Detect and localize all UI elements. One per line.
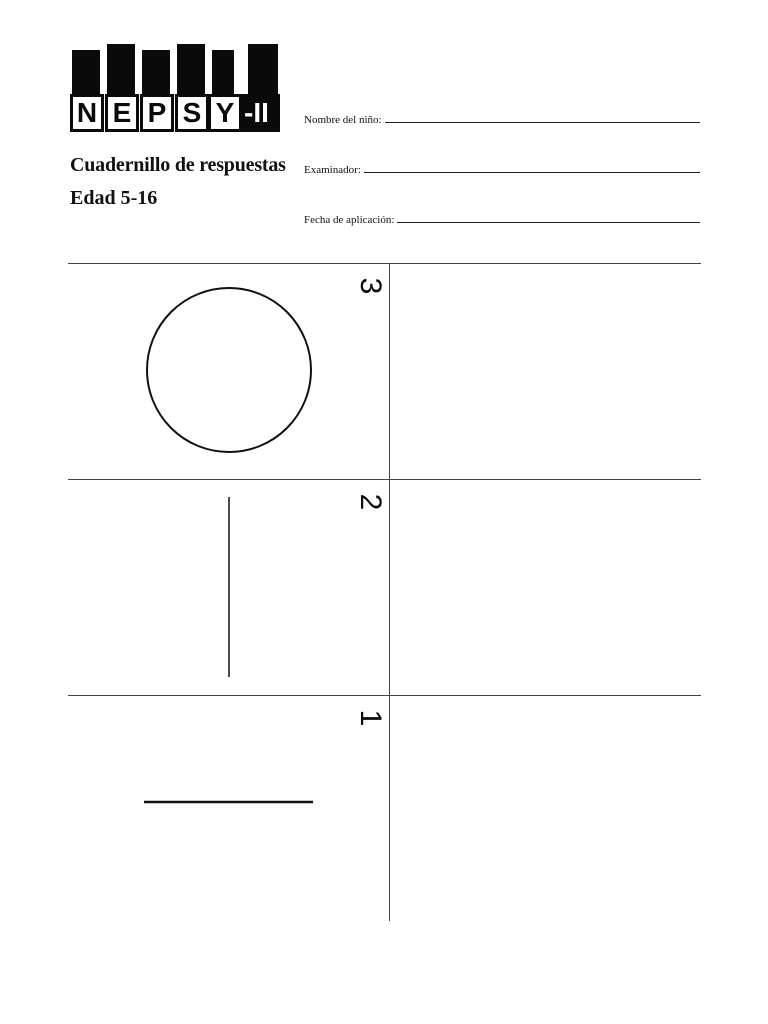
model-circle [147, 288, 311, 452]
drawing-area-item-1[interactable] [390, 696, 700, 921]
logo-bar [107, 44, 135, 96]
drawing-area-item-3[interactable] [390, 264, 700, 479]
logo-letter: Y [208, 94, 242, 132]
nepsy-logo [70, 42, 280, 134]
logo-letter: S [175, 94, 209, 132]
item-number-2: 2 [354, 493, 387, 511]
logo-bar [248, 44, 278, 96]
logo-bar [212, 50, 234, 96]
age-range: Edad 5-16 [70, 187, 158, 209]
logo-letter: N [70, 94, 104, 132]
date-line[interactable] [397, 221, 700, 223]
logo-suffix: -II [240, 94, 280, 132]
booklet-title: Cuadernillo de respuestas [70, 154, 286, 176]
child-name-line[interactable] [385, 121, 700, 123]
examiner-label: Examinador: [304, 164, 361, 176]
drawing-area-item-2[interactable] [390, 480, 700, 695]
child-name-label: Nombre del niño: [304, 114, 382, 126]
logo-bar [142, 50, 170, 96]
child-name-field[interactable] [304, 106, 700, 126]
examiner-field[interactable] [304, 156, 700, 176]
logo-letter: E [105, 94, 139, 132]
logo-bar [177, 44, 205, 96]
logo-bar [72, 50, 100, 96]
date-field[interactable] [304, 206, 700, 226]
item-number-1: 1 [354, 709, 387, 727]
item-number-3: 3 [354, 277, 387, 295]
date-label: Fecha de aplicación: [304, 214, 395, 226]
logo-letter: P [140, 94, 174, 132]
examiner-line[interactable] [364, 171, 700, 173]
